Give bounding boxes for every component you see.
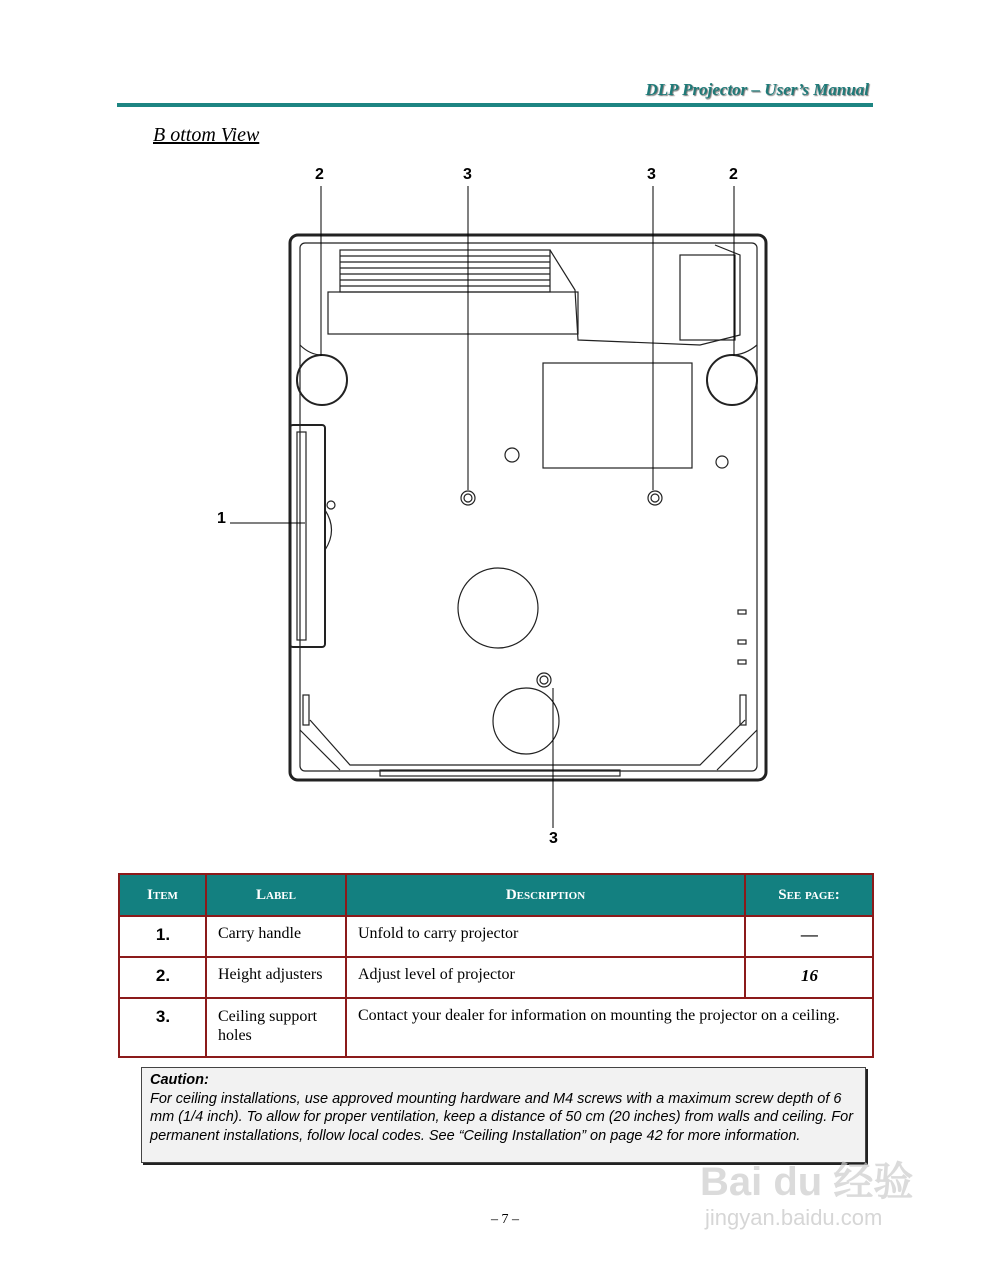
item-label: Ceiling support holes (206, 998, 346, 1057)
callout-ceiling-hole-left: 3 (463, 166, 472, 183)
header-item: Item (119, 874, 206, 916)
callout-height-adjuster-right: 2 (729, 166, 738, 183)
caution-title: Caution: (150, 1072, 209, 1088)
watermark-url: jingyan.baidu.com (705, 1205, 883, 1230)
header-label: Label (206, 874, 346, 916)
table-row (119, 998, 873, 1057)
running-header: DLP Projector – User’s Manual (645, 80, 869, 99)
header-see-page: See page: (745, 874, 873, 916)
page-number: – 7 – (491, 1212, 519, 1227)
item-number: 3. (119, 998, 206, 1057)
table-row (119, 957, 873, 998)
height-adjuster-right (707, 355, 757, 405)
item-description: Unfold to carry projector (346, 916, 745, 957)
carry-handle (290, 425, 335, 647)
height-adjuster-left (297, 355, 347, 405)
item-page: — (745, 916, 873, 957)
item-description: Adjust level of projector (346, 957, 745, 998)
item-label: Carry handle (206, 916, 346, 957)
callout-carry-handle: 1 (217, 510, 226, 527)
table-header-row (119, 874, 873, 916)
section-title: B ottom View (153, 124, 260, 146)
callout-height-adjuster-left: 2 (315, 166, 324, 183)
watermark-logo: Bai du 经验 (700, 1160, 914, 1204)
item-description: Contact your dealer for information on mounting the projector on a ceiling. (346, 998, 873, 1057)
item-label: Height adjusters (206, 957, 346, 998)
callout-ceiling-hole-right: 3 (647, 166, 656, 183)
vent-grille (328, 250, 578, 334)
item-number: 2. (119, 957, 206, 998)
header-description: Description (346, 874, 745, 916)
parts-table (118, 873, 874, 1058)
callout-ceiling-hole-bottom: 3 (549, 830, 558, 847)
item-number: 1. (119, 916, 206, 957)
item-page[interactable]: 16 (745, 957, 873, 998)
table-row (119, 916, 873, 957)
caution-box (141, 1067, 866, 1163)
caution-text: For ceiling installations, use approved mounting hardware and M4 screws with a maximum screw depth of 6 mm (1/4 inch). To allow for proper ventilation, keep a distance of 50 cm (20 inches) from walls and ceiling. For permanent installations, follow local codes. See “Ceiling Installation” on page 42 for more information. (150, 1090, 854, 1144)
